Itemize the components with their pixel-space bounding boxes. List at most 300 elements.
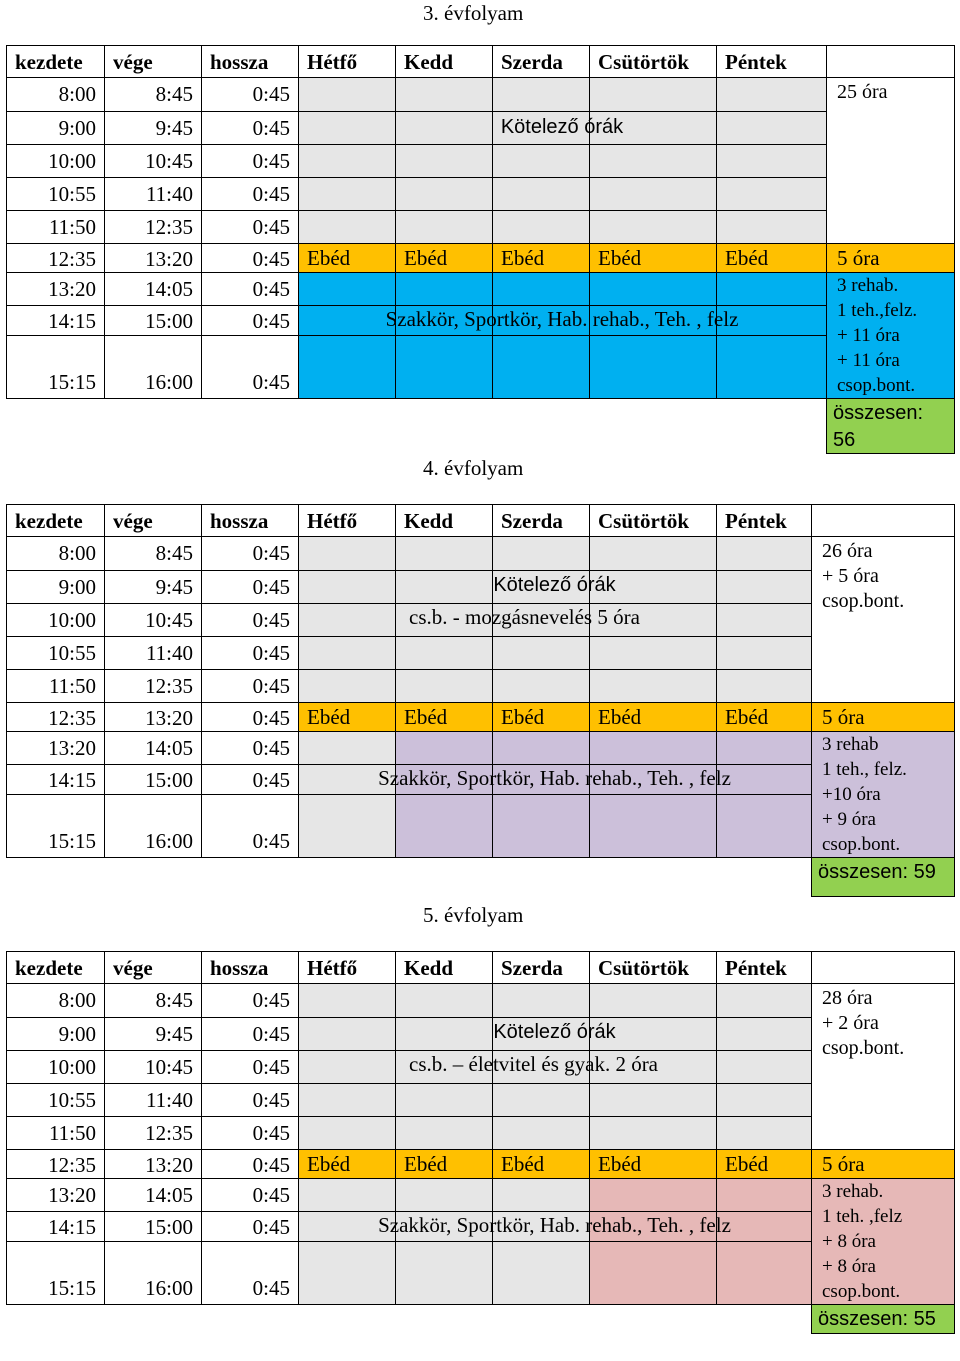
time-cell [104,669,202,703]
schedule-cell[interactable] [298,731,396,765]
time-cell [201,305,299,336]
column-header-label: Kedd [404,956,454,980]
mandatory-lessons-label: Kötelező órák [493,1021,616,1043]
time-value: 11:40 [145,181,193,206]
column-header-4 [395,951,493,984]
time-value: 13:20 [145,247,193,271]
lunch-cell[interactable] [298,243,396,273]
time-value: 0:45 [252,309,290,333]
time-cell [201,1017,299,1051]
afternoon-hours-note: +10 óra [822,784,881,805]
afternoon-hours-note: 1 teh.,felz. [837,300,918,321]
time-value: 13:20 [48,276,96,301]
time-cell [6,1083,105,1117]
column-header-label: hossza [210,50,269,74]
group-split-lessons-label: cs.b. – életvitel és gyak. 2 óra [409,1052,659,1076]
time-value: 0:45 [252,988,290,1012]
schedule-cell[interactable] [716,77,827,112]
schedule-cell[interactable] [716,1241,812,1305]
time-value: 15:00 [145,309,193,333]
time-cell [104,983,202,1018]
time-value: 10:55 [48,181,96,206]
afternoon-hours-note: + 11 óra [837,325,900,346]
lunch-label: Ebéd [404,705,448,729]
time-value: 11:50 [48,214,96,239]
schedule-cell[interactable] [492,335,590,399]
lunch-label: Ebéd [598,1152,642,1176]
time-value: 0:45 [252,607,290,632]
lunch-hours-note: 5 óra [822,1152,865,1176]
time-value: 12:35 [145,673,193,698]
total-hours-note: 56 [833,429,856,451]
lunch-label: Ebéd [501,705,545,729]
lunch-cell[interactable] [395,243,493,273]
time-cell [6,111,105,145]
schedule-cell[interactable] [395,144,493,178]
afternoon-activities-label: Szakkör, Sportkör, Hab. rehab., Teh. , felz [378,766,731,790]
time-value: 0:45 [252,1054,290,1079]
schedule-cell[interactable] [492,1083,590,1117]
time-cell [6,669,105,703]
time-value: 0:45 [252,541,290,565]
section-title-text: 5. évfolyam [423,903,524,927]
time-cell [104,243,202,273]
lunch-label: Ebéd [307,1152,351,1176]
lunch-cell[interactable] [395,1149,493,1179]
time-cell [6,731,105,765]
time-value: 8:45 [155,988,193,1012]
afternoon-hours-note: 3 rehab [822,734,879,755]
schedule-cell[interactable] [716,669,812,703]
schedule-cell[interactable] [716,1050,812,1084]
schedule-cell[interactable] [298,983,396,1018]
time-value: 0:45 [252,673,290,698]
time-value: 0:45 [252,574,290,599]
time-value: 11:40 [145,1087,193,1112]
lunch-label: Ebéd [725,1152,769,1176]
column-header-5 [492,951,590,984]
time-value: 0:45 [252,1087,290,1112]
total-hours-cell [811,1304,955,1334]
afternoon-hours-note: csop.bont. [837,375,916,396]
afternoon-hours-note: csop.bont. [822,1281,901,1302]
schedule-cell[interactable] [716,144,827,178]
time-value: 8:00 [58,988,96,1012]
afternoon-hours-note: csop.bont. [822,834,901,855]
lunch-cell[interactable] [395,702,493,732]
schedule-cell[interactable] [716,983,812,1018]
column-header-0 [6,951,105,984]
schedule-cell[interactable] [395,1116,493,1150]
schedule-cell[interactable] [298,636,396,670]
time-value: 15:15 [48,1276,96,1300]
time-cell [104,603,202,637]
schedule-cell[interactable] [716,210,827,244]
time-value: 16:00 [145,1276,193,1300]
schedule-cell[interactable] [716,177,827,211]
schedule-cell[interactable] [298,1178,396,1212]
time-value: 10:55 [48,640,96,665]
column-header-6 [589,45,717,78]
time-cell [201,1178,299,1212]
time-cell [104,144,202,178]
column-header-label: hossza [210,509,269,533]
lunch-label: Ebéd [598,705,642,729]
time-cell [201,243,299,273]
time-value: 8:00 [58,82,96,106]
schedule-cell[interactable] [589,794,717,858]
section-title [0,902,960,928]
time-cell [104,1149,202,1179]
schedule-cell[interactable] [395,536,493,571]
time-cell [6,983,105,1018]
time-cell [201,272,299,306]
afternoon-hours-note: 1 teh. ,felz [822,1206,903,1227]
lunch-label: Ebéd [404,1152,448,1176]
time-value: 15:00 [145,1215,193,1239]
schedule-cell[interactable] [716,1116,812,1150]
schedule-cell[interactable] [395,669,493,703]
schedule-cell[interactable] [492,794,590,858]
column-header-label: Péntek [725,509,787,533]
time-value: 9:00 [58,574,96,599]
time-value: 11:50 [48,673,96,698]
schedule-cell[interactable] [589,669,717,703]
time-value: 12:35 [145,1120,193,1145]
schedule-cell[interactable] [716,335,827,399]
time-cell [6,764,105,795]
time-cell [6,1178,105,1212]
time-cell [6,536,105,571]
column-header-label: Hétfő [307,956,358,980]
time-value: 0:45 [252,1021,290,1046]
schedule-cell[interactable] [589,177,717,211]
schedule-cell[interactable] [298,1116,396,1150]
time-value: 11:50 [48,1120,96,1145]
column-header-label: kezdete [15,956,83,980]
schedule-cell[interactable] [589,335,717,399]
column-header-7 [716,951,812,984]
column-header-3 [298,504,396,537]
time-value: 0:45 [252,82,290,106]
schedule-table [6,951,954,1361]
schedule-cell[interactable] [298,1050,396,1084]
lunch-hours-note: 5 óra [822,705,865,729]
schedule-cell[interactable] [395,1241,493,1305]
mandatory-hours-cell [811,983,955,1150]
column-header-4 [395,504,493,537]
schedule-cell[interactable] [395,1178,493,1212]
time-cell [104,1178,202,1212]
time-cell [104,1083,202,1117]
time-value: 14:15 [48,768,96,792]
time-cell [201,731,299,765]
mandatory-hours-note: csop.bont. [822,590,905,612]
schedule-cell[interactable] [716,794,812,858]
time-value: 8:00 [58,541,96,565]
time-cell [201,210,299,244]
schedule-cell[interactable] [298,603,396,637]
schedule-cell[interactable] [492,77,590,112]
lunch-cell[interactable] [716,243,827,273]
schedule-cell[interactable] [589,1178,717,1212]
schedule-cell[interactable] [492,272,590,306]
schedule-cell[interactable] [716,536,812,571]
time-value: 14:15 [48,309,96,333]
mandatory-lessons-label: Kötelező órák [500,116,624,138]
column-header-6 [589,951,717,984]
lunch-cell[interactable] [716,702,812,732]
column-header-label: kezdete [15,509,83,533]
time-cell [104,335,202,399]
schedule-cell[interactable] [716,603,812,637]
afternoon-activities-label: Szakkör, Sportkör, Hab. rehab., Teh. , felz [385,307,739,331]
time-cell [201,603,299,637]
lunch-cell[interactable] [492,243,590,273]
afternoon-hours-cell [811,731,955,858]
time-cell [6,1116,105,1150]
lunch-label: Ebéd [307,705,351,729]
time-cell [6,305,105,336]
schedule-cell[interactable] [298,669,396,703]
lunch-cell[interactable] [589,243,717,273]
schedule-cell[interactable] [298,1241,396,1305]
schedule-cell[interactable] [395,177,493,211]
schedule-table [6,45,954,455]
schedule-cell[interactable] [492,1241,590,1305]
schedule-cell[interactable] [298,144,396,178]
schedule-cell[interactable] [589,272,717,306]
time-cell [104,210,202,244]
schedule-cell[interactable] [298,210,396,244]
time-cell [201,1116,299,1150]
time-cell [6,1050,105,1084]
time-cell [104,1211,202,1242]
time-cell [104,111,202,145]
column-header-label: hossza [210,956,269,980]
time-cell [201,77,299,112]
column-header-7 [716,504,812,537]
schedule-cell[interactable] [395,77,493,112]
section-title-text: 3. évfolyam [423,1,524,25]
time-cell [6,1211,105,1242]
column-header-label: Csütörtök [598,50,690,74]
column-header-label: Szerda [501,509,563,533]
schedule-cell[interactable] [298,1083,396,1117]
time-value: 16:00 [145,370,193,394]
time-cell [104,794,202,858]
lunch-label: Ebéd [307,246,351,270]
time-cell [6,570,105,604]
column-header-5 [492,504,590,537]
time-cell [104,272,202,306]
schedule-cell[interactable] [492,1178,590,1212]
afternoon-hours-note: + 8 óra [822,1256,876,1277]
time-value: 0:45 [252,247,290,271]
schedule-cell[interactable] [716,1178,812,1212]
time-cell [6,1149,105,1179]
schedule-cell[interactable] [395,272,493,306]
time-value: 0:45 [252,148,290,173]
afternoon-activities-label: Szakkör, Sportkör, Hab. rehab., Teh. , felz [378,1213,731,1237]
schedule-cell[interactable] [492,177,590,211]
column-header-label: vége [113,956,153,980]
afternoon-hours-note: + 11 óra [837,350,900,371]
schedule-cell[interactable] [492,210,590,244]
schedule-cell[interactable] [716,1083,812,1117]
time-value: 9:00 [58,115,96,140]
time-cell [201,144,299,178]
mandatory-hours-note: + 5 óra [822,565,879,587]
time-value: 0:45 [252,1182,290,1207]
lunch-cell[interactable] [716,1149,812,1179]
column-header-label: vége [113,509,153,533]
schedule-cell[interactable] [395,335,493,399]
lunch-label: Ebéd [725,246,769,270]
time-cell [6,603,105,637]
schedule-cell[interactable] [589,77,717,112]
column-header-label: Kedd [404,509,454,533]
column-header-0 [6,504,105,537]
column-header-2 [201,45,299,78]
schedule-cell[interactable] [492,636,590,670]
schedule-cell[interactable] [589,731,717,765]
time-value: 0:45 [252,181,290,206]
lunch-cell[interactable] [298,702,396,732]
time-value: 11:40 [145,640,193,665]
schedule-cell[interactable] [395,731,493,765]
column-header-6 [589,504,717,537]
schedule-cell[interactable] [589,144,717,178]
mandatory-hours-note: 28 óra [822,987,873,1009]
column-header-notes [811,951,955,984]
time-cell [104,305,202,336]
time-value: 15:00 [145,768,193,792]
time-cell [201,536,299,571]
schedule-cell[interactable] [492,536,590,571]
schedule-cell[interactable] [395,983,493,1018]
afternoon-hours-note: 3 rehab. [837,275,899,296]
lunch-cell[interactable] [589,702,717,732]
time-cell [104,1116,202,1150]
schedule-cell[interactable] [589,536,717,571]
schedule-cell[interactable] [716,272,827,306]
schedule-cell[interactable] [395,636,493,670]
mandatory-lessons-label: Kötelező órák [493,574,616,596]
time-value: 8:45 [155,82,193,106]
time-cell [201,702,299,732]
schedule-cell[interactable] [492,144,590,178]
time-value: 16:00 [145,829,193,853]
schedule-cell[interactable] [492,1116,590,1150]
lunch-cell[interactable] [492,702,590,732]
mandatory-hours-note: + 2 óra [822,1012,879,1034]
lunch-cell[interactable] [492,1149,590,1179]
column-header-label: kezdete [15,50,83,74]
column-header-4 [395,45,493,78]
lunch-label: Ebéd [725,705,769,729]
schedule-cell[interactable] [589,210,717,244]
schedule-cell[interactable] [716,731,812,765]
group-split-lessons-label: cs.b. - mozgásnevelés 5 óra [409,605,640,629]
time-value: 9:00 [58,1021,96,1046]
time-cell [104,536,202,571]
time-value: 0:45 [252,1215,290,1239]
time-value: 0:45 [252,1120,290,1145]
time-value: 0:45 [252,829,290,853]
lunch-cell[interactable] [589,1149,717,1179]
time-value: 0:45 [252,706,290,730]
time-cell [104,636,202,670]
schedule-cell[interactable] [298,77,396,112]
time-cell [201,570,299,604]
time-cell [104,764,202,795]
column-header-3 [298,951,396,984]
column-header-label: Hétfő [307,50,358,74]
time-cell [104,731,202,765]
time-value: 0:45 [252,640,290,665]
time-cell [201,794,299,858]
schedule-cell[interactable] [492,731,590,765]
schedule-cell[interactable] [589,1083,717,1117]
time-value: 14:05 [145,735,193,760]
time-value: 10:00 [48,1054,96,1079]
time-value: 12:35 [48,247,96,271]
schedule-cell[interactable] [395,210,493,244]
schedule-cell[interactable] [492,983,590,1018]
time-value: 0:45 [252,214,290,239]
time-value: 0:45 [252,768,290,792]
column-header-label: Csütörtök [598,956,690,980]
time-cell [6,794,105,858]
time-value: 12:35 [48,706,96,730]
schedule-cell[interactable] [716,636,812,670]
schedule-cell[interactable] [589,1116,717,1150]
schedule-cell[interactable] [589,983,717,1018]
afternoon-hours-cell [826,272,955,399]
schedule-cell[interactable] [298,272,396,306]
schedule-cell[interactable] [298,177,396,211]
schedule-cell[interactable] [298,335,396,399]
lunch-cell[interactable] [298,1149,396,1179]
time-value: 0:45 [252,276,290,301]
time-cell [6,243,105,273]
time-cell [6,177,105,211]
schedule-cell[interactable] [395,1083,493,1117]
time-value: 10:00 [48,607,96,632]
time-value: 14:05 [145,276,193,301]
schedule-cell[interactable] [589,1241,717,1305]
time-cell [6,210,105,244]
time-value: 0:45 [252,735,290,760]
time-value: 15:15 [48,370,96,394]
time-cell [201,111,299,145]
schedule-cell[interactable] [395,794,493,858]
schedule-cell[interactable] [589,636,717,670]
time-cell [201,669,299,703]
column-header-2 [201,951,299,984]
afternoon-hours-note: 1 teh., felz. [822,759,907,780]
time-value: 10:55 [48,1087,96,1112]
time-value: 13:20 [145,1153,193,1177]
time-value: 0:45 [252,115,290,140]
total-hours-note: összesen: [833,402,924,424]
column-header-7 [716,45,827,78]
schedule-cell[interactable] [492,669,590,703]
schedule-cell[interactable] [298,794,396,858]
schedule-cell[interactable] [298,536,396,571]
lunch-hours-cell [826,243,955,273]
